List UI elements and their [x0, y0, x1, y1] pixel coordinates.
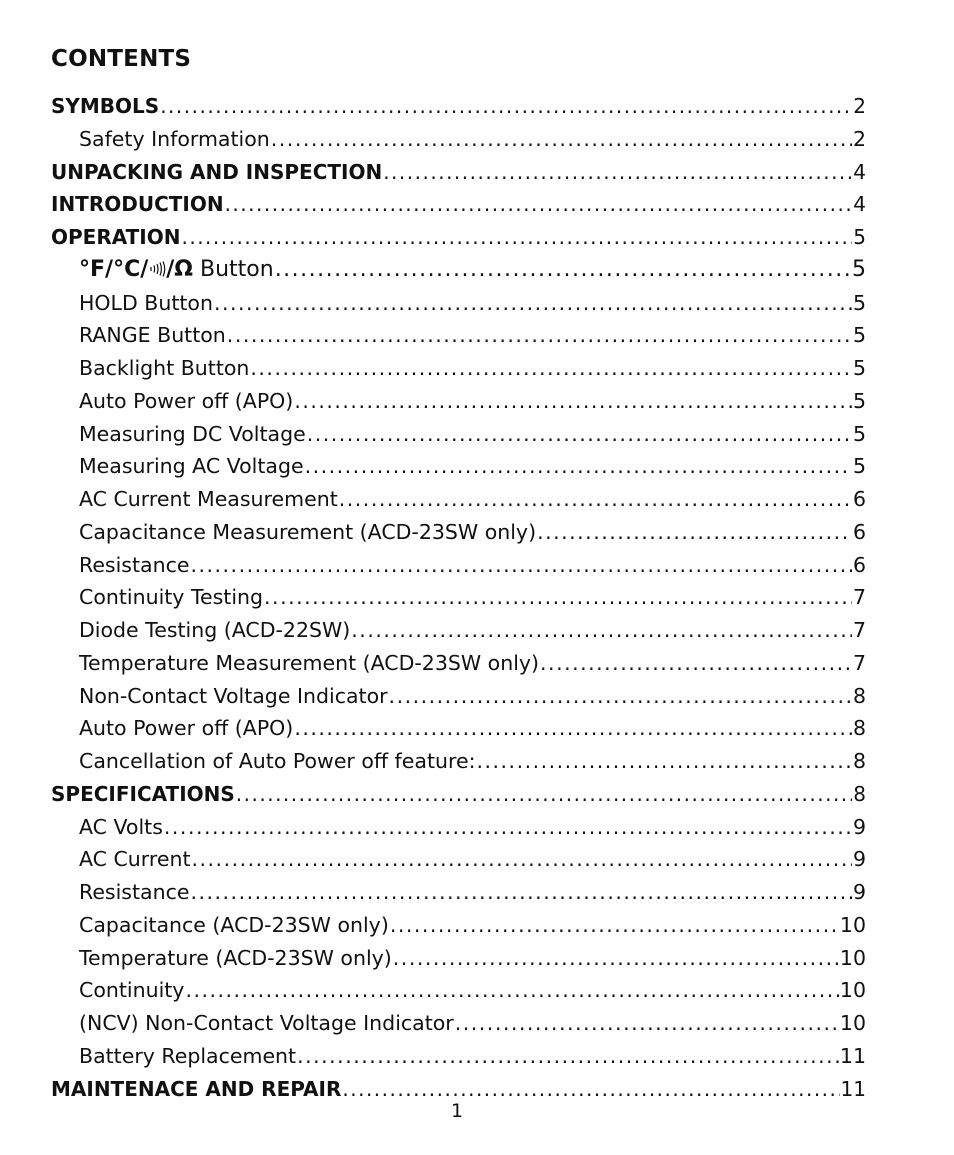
dot-leader [294, 385, 852, 418]
toc-entry-page: 6 [852, 519, 866, 544]
dot-leader [393, 942, 839, 975]
toc-entry-page: 11 [839, 1043, 866, 1068]
toc-entry-page: 4 [853, 192, 866, 217]
toc-entry[interactable] [51, 483, 866, 516]
dot-leader [297, 1040, 839, 1073]
toc-entry-title: MAINTENACE AND REPAIR [51, 1076, 342, 1101]
toc-entry-title: Temperature (ACD-23SW only) [79, 945, 392, 970]
toc-entry-page: 11 [840, 1076, 866, 1101]
toc-entry[interactable] [51, 90, 866, 123]
toc-entry-title: Non-Contact Voltage Indicator [79, 683, 388, 708]
toc-entry-page: 5 [852, 388, 866, 413]
dot-leader [476, 745, 851, 778]
toc-entry-title: Resistance [79, 552, 190, 577]
dot-leader [389, 680, 852, 713]
toc-entry-page: 5 [852, 290, 866, 315]
toc-entry-page: 5 [852, 356, 866, 380]
toc-entry-title: RANGE Button [79, 323, 226, 348]
toc-entry-title: HOLD Button [79, 290, 213, 315]
toc-entry-title: INTRODUCTION [51, 192, 224, 217]
toc-entry[interactable] [51, 647, 866, 680]
dot-leader [190, 876, 851, 909]
toc-entry-page: 5 [853, 225, 866, 249]
toc-entry-title: Diode Testing (ACD-22SW) [79, 618, 351, 642]
dot-leader [236, 778, 852, 811]
toc-entry-title: Battery Replacement [79, 1043, 297, 1068]
dot-leader [305, 450, 852, 483]
toc-entry-title: Resistance [79, 880, 190, 904]
toc-entry-title-prefix: °F/°C/ [79, 256, 149, 282]
toc-entry[interactable] [51, 385, 866, 418]
dot-leader [227, 319, 852, 352]
toc-entry-title [79, 254, 274, 287]
toc-entry-page: 7 [852, 585, 866, 610]
toc-entry-title: Cancellation of Auto Power off feature: [79, 749, 476, 773]
toc-entry-page: 9 [852, 847, 866, 872]
toc-entry[interactable] [51, 778, 866, 811]
toc-entry-title: Auto Power off (APO) [79, 716, 294, 741]
toc-entry[interactable] [51, 123, 866, 156]
toc-entry[interactable] [51, 614, 866, 647]
toc-entry-title: Continuity [79, 978, 185, 1003]
dot-leader [540, 647, 852, 680]
toc-entry-page: 2 [852, 126, 866, 151]
toc-entry[interactable] [51, 156, 866, 189]
dot-leader [351, 614, 852, 647]
toc-entry-title: Continuity Testing [79, 585, 264, 610]
toc-entry-page: 10 [839, 978, 866, 1003]
toc-entry-page: 8 [852, 749, 866, 773]
dot-leader [294, 712, 852, 745]
dot-leader [307, 418, 852, 451]
dot-leader [455, 1007, 839, 1040]
toc-entry-page: 5 [852, 454, 866, 479]
toc-entry-title: AC Current [79, 847, 191, 872]
toc-entry-page: 10 [839, 945, 866, 970]
toc-entry-title: Capacitance Measurement (ACD-23SW only) [79, 519, 537, 544]
toc-entry-title: AC Volts [79, 814, 163, 839]
dot-leader [271, 123, 852, 156]
toc-entry[interactable] [51, 254, 866, 287]
toc-entry-title-mid: /Ω [166, 256, 193, 282]
toc-entry[interactable] [51, 188, 866, 221]
toc-entry[interactable] [51, 712, 866, 745]
toc-entry-title: Safety Information [79, 126, 270, 151]
toc-entry-title: SPECIFICATIONS [51, 781, 235, 806]
toc-entry[interactable] [51, 1040, 866, 1073]
page-title: CONTENTS [51, 46, 192, 72]
toc-entry-page: 5 [852, 256, 866, 282]
toc-entry-title-suffix: Button [193, 256, 274, 282]
toc-entry-page: 8 [853, 781, 866, 806]
dot-leader [383, 156, 852, 189]
dot-leader [192, 843, 852, 876]
toc-entry[interactable] [51, 843, 866, 876]
toc-entry[interactable] [51, 974, 866, 1007]
dot-leader [250, 352, 852, 385]
toc-entry-page: 6 [852, 552, 866, 577]
toc-entry-title: OPERATION [51, 225, 181, 249]
toc-entry-page: 6 [852, 487, 866, 511]
toc-entry-page: 7 [852, 650, 866, 675]
dot-leader [181, 221, 852, 254]
toc-entry-title: Auto Power off (APO) [79, 388, 294, 413]
toc-entry[interactable] [51, 516, 866, 549]
toc-entry-page: 5 [852, 323, 866, 348]
dot-leader [185, 974, 838, 1007]
toc-entry[interactable] [51, 549, 866, 582]
toc-entry-title: AC Current Measurement [79, 487, 338, 511]
toc-entry-title: (NCV) Non-Contact Voltage Indicator [79, 1011, 454, 1035]
toc-entry[interactable] [51, 581, 866, 614]
toc-entry-page: 10 [839, 912, 866, 937]
toc-entry-title: Backlight Button [79, 356, 250, 380]
toc-entry-title: Measuring DC Voltage [79, 421, 306, 446]
toc-entry[interactable] [51, 418, 866, 451]
dot-leader [275, 254, 851, 287]
table-of-contents [51, 90, 866, 1105]
toc-entry-page: 10 [839, 1011, 866, 1035]
dot-leader [390, 909, 839, 942]
toc-entry[interactable] [51, 1007, 866, 1040]
toc-entry[interactable] [51, 287, 866, 320]
toc-entry-page: 9 [852, 814, 866, 839]
toc-entry-page: 9 [852, 880, 866, 904]
dot-leader [537, 516, 852, 549]
toc-entry[interactable] [51, 909, 866, 942]
toc-entry-title: Temperature Measurement (ACD-23SW only) [79, 650, 540, 675]
toc-entry-title: Measuring AC Voltage [79, 454, 304, 479]
dot-leader [264, 581, 852, 614]
continuity-sound-icon [148, 261, 166, 277]
toc-entry[interactable] [51, 811, 866, 844]
toc-entry[interactable] [51, 942, 866, 975]
dot-leader [190, 549, 851, 582]
dot-leader [214, 287, 852, 320]
toc-entry-page: 7 [852, 618, 866, 642]
toc-entry-title: SYMBOLS [51, 94, 160, 118]
toc-entry-page: 4 [853, 159, 866, 184]
dot-leader [225, 188, 853, 221]
page-number: 1 [450, 1100, 464, 1122]
toc-entry[interactable] [51, 876, 866, 909]
toc-entry-page: 5 [852, 421, 866, 446]
dot-leader [164, 811, 852, 844]
dot-leader [339, 483, 852, 516]
toc-entry-title: Capacitance (ACD-23SW only) [79, 912, 389, 937]
toc-entry[interactable] [51, 745, 866, 778]
toc-entry[interactable] [51, 221, 866, 254]
toc-entry-page: 8 [852, 716, 866, 741]
toc-entry-title: UNPACKING AND INSPECTION [51, 159, 383, 184]
toc-entry[interactable] [51, 450, 866, 483]
toc-entry[interactable] [51, 319, 866, 352]
toc-entry-page: 8 [852, 683, 866, 708]
toc-entry-page: 2 [853, 94, 866, 118]
dot-leader [160, 90, 852, 123]
toc-entry[interactable] [51, 680, 866, 713]
toc-entry[interactable] [51, 352, 866, 385]
